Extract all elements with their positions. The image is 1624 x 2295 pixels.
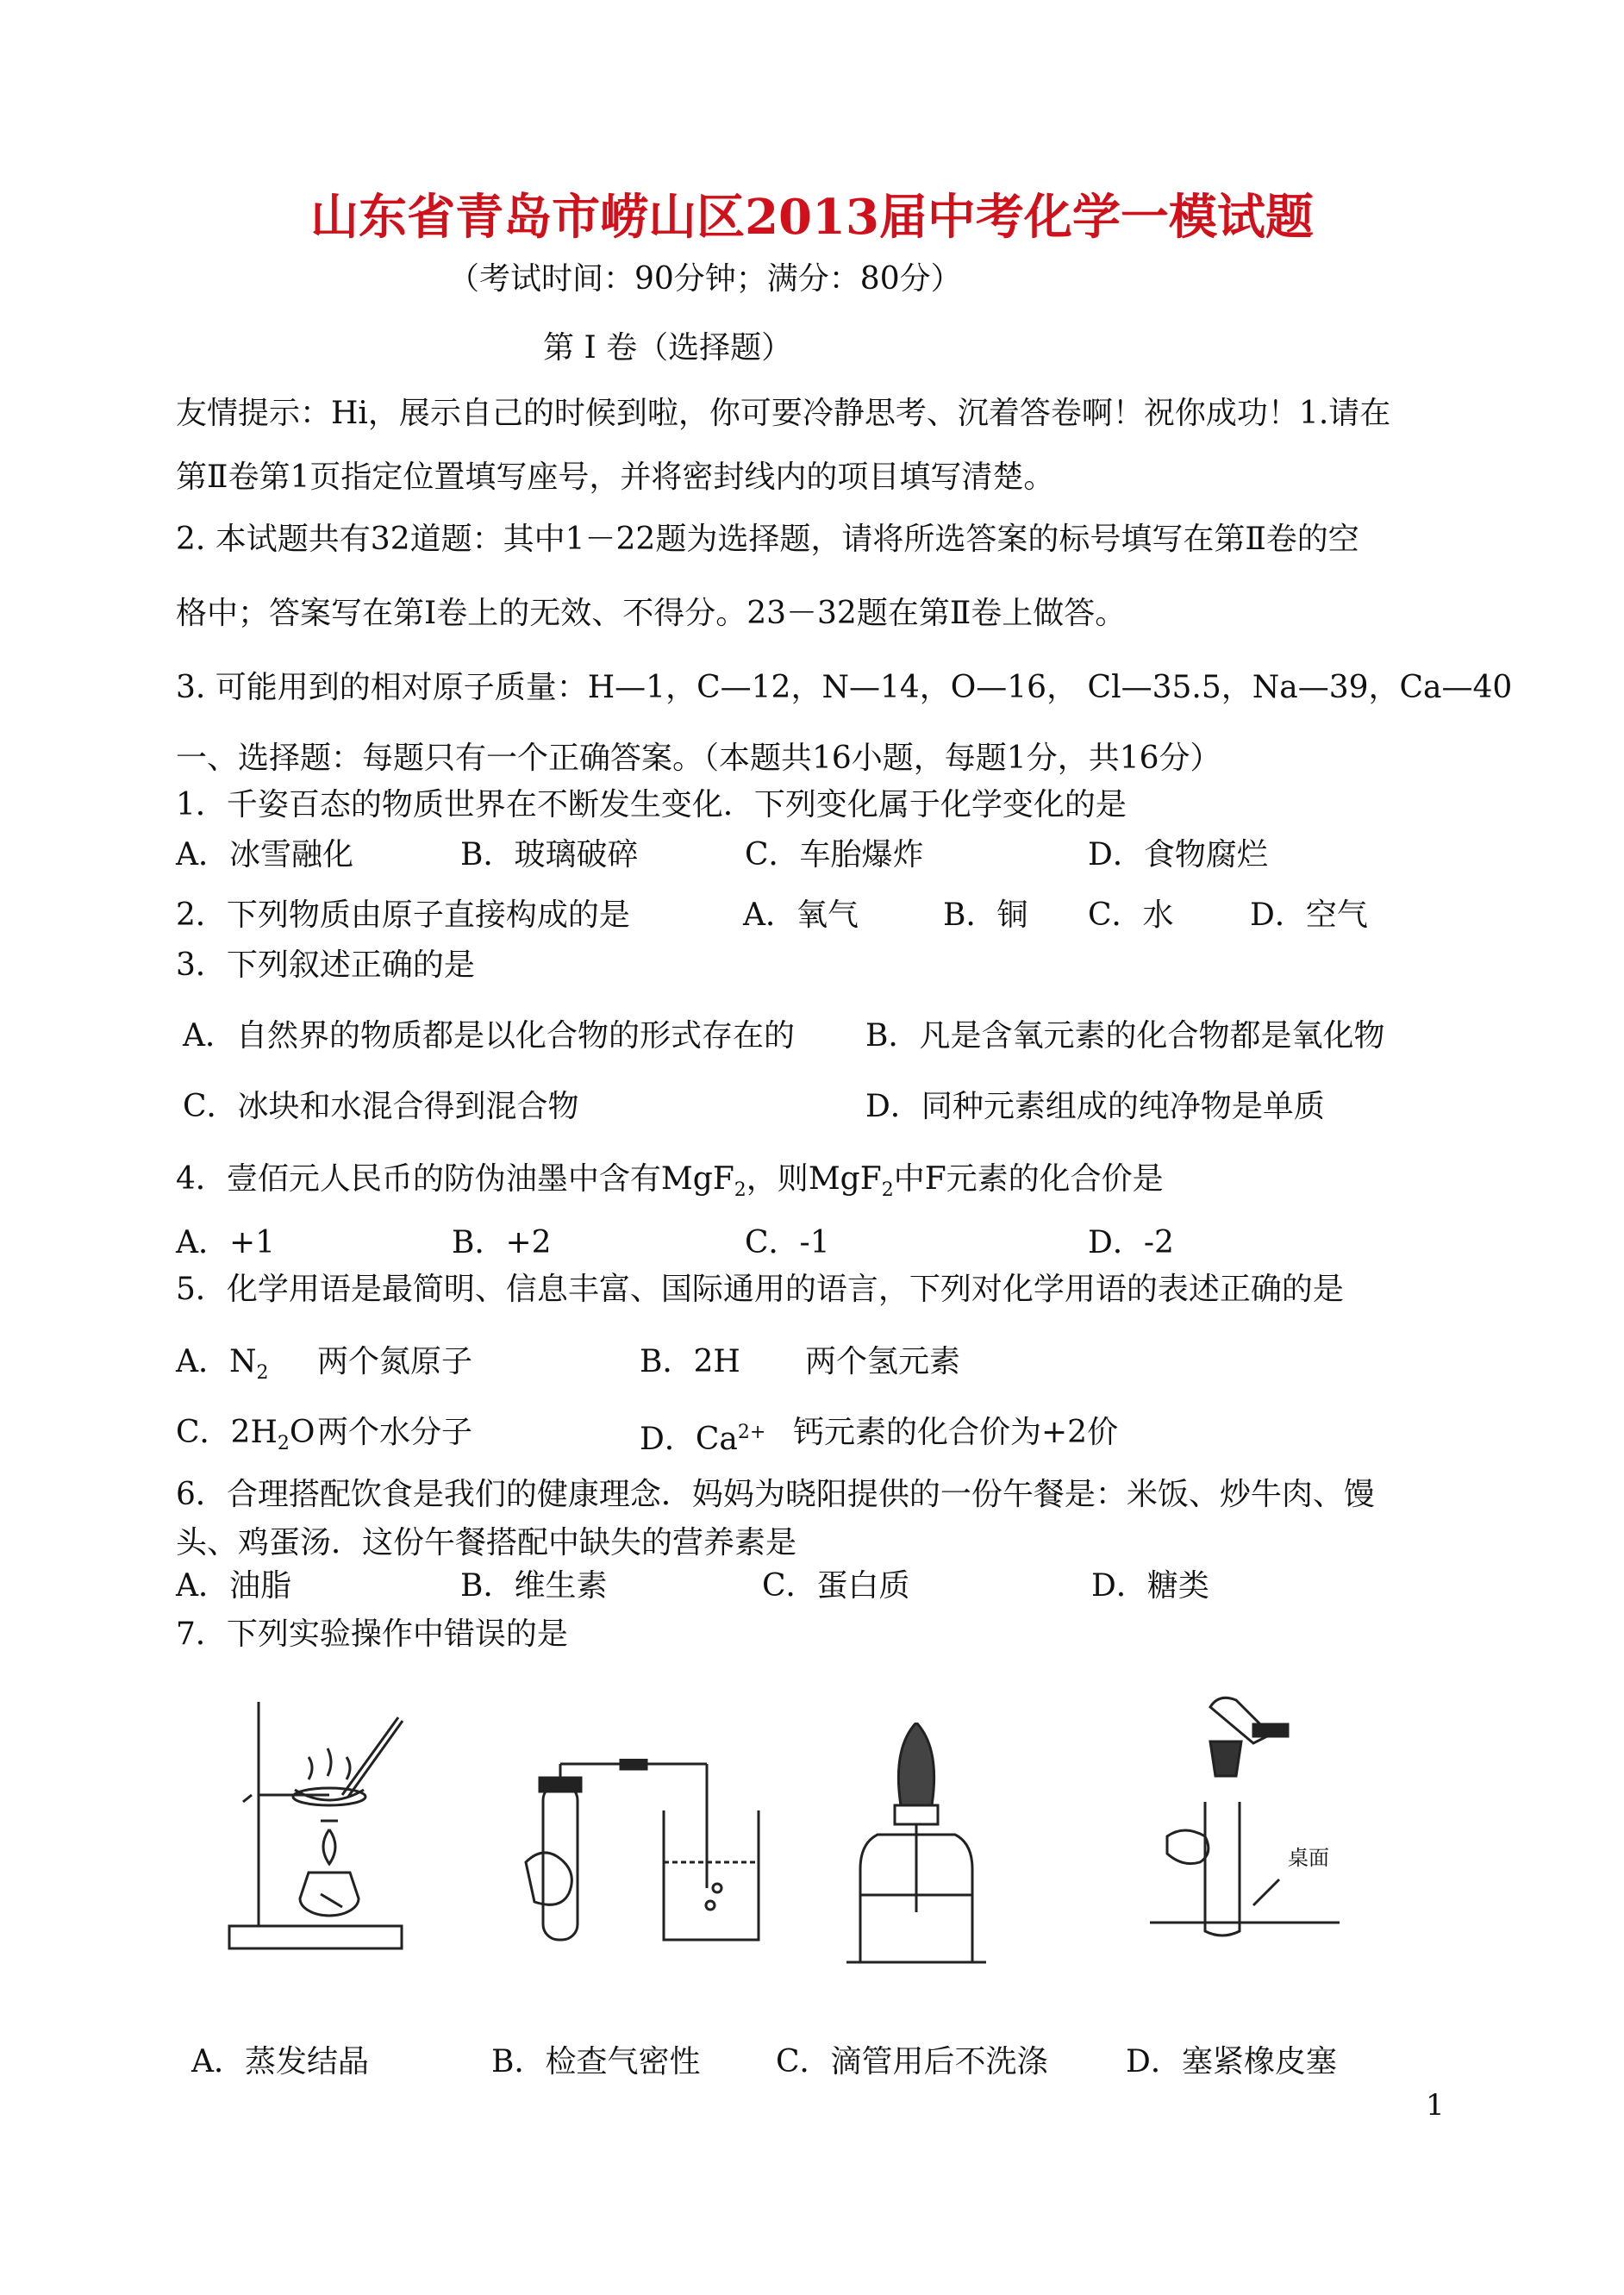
option-a-desc: 两个氮原子 (317, 1344, 473, 1379)
option-a: A．蒸发结晶 (191, 2044, 369, 2079)
option-d: D．同种元素组成的纯净物是单质 (865, 1089, 1325, 1124)
option-c (176, 1414, 315, 1463)
option-c-desc: 两个水分子 (317, 1415, 473, 1450)
subscript: 2 (881, 1179, 894, 1202)
section-heading: 第 Ⅰ 卷（选择题） (543, 330, 793, 366)
stem-text: 中F元素的化合价是 (893, 1161, 1164, 1197)
notice-line: 3. 可能用到的相对原子质量：H—1，C—12，N—14，O—16， Cl—35.5，Na—39，Ca—40 (176, 670, 1513, 705)
question-stem: 2．下列物质由原子直接构成的是 (176, 897, 630, 933)
option-d: D．空气 (1250, 897, 1368, 933)
figure-airtightness (517, 1759, 776, 1957)
option-d-desc: 钙元素的化合价为+2价 (793, 1415, 1119, 1450)
option-d (640, 1414, 765, 1459)
formula: MgF (808, 1161, 882, 1197)
option-c: C．冰块和水混合得到混合物 (183, 1089, 579, 1124)
option-a: A．自然界的物质都是以化合物的形式存在的 (183, 1018, 795, 1054)
option-c: C．滴管用后不洗涤 (776, 2044, 1048, 2079)
option-label: D．Ca (640, 1422, 738, 1457)
page-title: 山东省青岛市崂山区2013届中考化学一模试题 (310, 189, 1314, 246)
option-d: D．塞紧橡皮塞 (1126, 2044, 1337, 2079)
option-b: B．维生素 (460, 1568, 608, 1604)
notice-line: 格中；答案写在第Ⅰ卷上的无效、不得分。23－32题在第Ⅱ卷上做答。 (176, 596, 1127, 631)
option-b: B．+2 (452, 1225, 552, 1260)
part1-heading: 一、选择题：每题只有一个正确答案。（本题共16小题，每题1分，共16分） (176, 741, 1221, 776)
stem-text: ，则 (746, 1161, 809, 1197)
option-b: B．凡是含氧元素的化合物都是氧化物 (865, 1018, 1385, 1054)
figure-evaporation (226, 1700, 407, 1959)
exam-info: （考试时间：90分钟；满分：80分） (448, 261, 962, 297)
option-a: A．冰雪融化 (176, 837, 353, 872)
notice-line: 第Ⅱ卷第1页指定位置填写座号，并将密封线内的项目填写清楚。 (176, 460, 1055, 495)
option-c: C．-1 (745, 1225, 830, 1260)
question-stem: 6．合理搭配饮食是我们的健康理念．妈妈为晓阳提供的一份午餐是：米饭、炒牛肉、馒 (176, 1477, 1375, 1512)
notice-line: 2. 本试题共有32道题：其中1－22题为选择题，请将所选答案的标号填写在第Ⅱ卷的空 (176, 522, 1359, 557)
option-b: B．2H (640, 1344, 740, 1379)
option-label: A．N (176, 1344, 257, 1379)
option-a: A．氧气 (743, 897, 859, 933)
subscript: 2 (734, 1179, 746, 1202)
stem-text: 4．壹佰元人民币的防伪油墨中含有 (176, 1161, 661, 1197)
question-stem: 7．下列实验操作中错误的是 (176, 1617, 568, 1652)
option-c: C．水 (1088, 897, 1174, 933)
subscript: 2 (277, 1433, 290, 1455)
question-stem: 3．下列叙述正确的是 (176, 947, 475, 983)
option-b: B．检查气密性 (491, 2044, 701, 2079)
subscript: 2 (256, 1362, 269, 1385)
option-a: A．+1 (176, 1225, 276, 1260)
option-a: A．油脂 (176, 1568, 291, 1604)
figure-dropper (843, 1723, 990, 1964)
question-stem: 头、鸡蛋汤．这份午餐搭配中缺失的营养素是 (176, 1525, 797, 1560)
option-d: D．食物腐烂 (1088, 837, 1268, 872)
option-a (176, 1343, 269, 1392)
question-stem: 5．化学用语是最简明、信息丰富、国际通用的语言，下列对化学用语的表述正确的是 (176, 1272, 1344, 1307)
page-number: 1 (1426, 2088, 1445, 2123)
option-b: B．玻璃破碎 (460, 837, 639, 872)
option-label: O (289, 1415, 315, 1450)
option-c: C．蛋白质 (762, 1568, 910, 1604)
question-stem (176, 1160, 1164, 1210)
question-stem: 1．千姿百态的物质世界在不断发生变化．下列变化属于化学变化的是 (176, 787, 1127, 822)
notice-line: 友情提示：Hi，展示自己的时候到啦，你可要冷静思考、沉着答卷啊！祝你成功！1.请在 (176, 396, 1391, 431)
option-d: D．-2 (1088, 1225, 1174, 1260)
option-b-desc: 两个氢元素 (805, 1344, 961, 1379)
table-label: 桌面 (1288, 1846, 1329, 1870)
option-b: B．铜 (943, 897, 1028, 933)
option-d: D．糖类 (1091, 1568, 1209, 1604)
formula: MgF (660, 1161, 734, 1197)
option-c: C．车胎爆炸 (745, 837, 924, 872)
figure-stopper (1150, 1690, 1348, 1948)
superscript: 2+ (737, 1422, 766, 1443)
option-label: C．2H (176, 1415, 278, 1450)
